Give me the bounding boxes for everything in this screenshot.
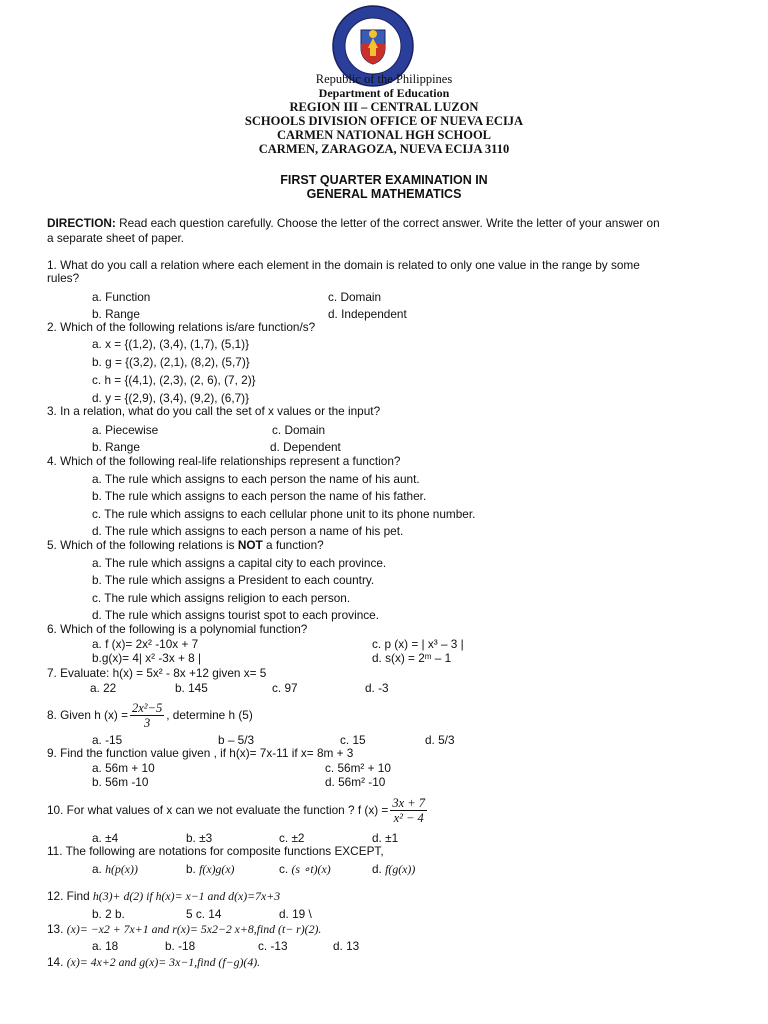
q12-option-bc: 5 c. 14: [186, 907, 222, 921]
q11-option-b: [186, 862, 235, 876]
exam-title-2: GENERAL MATHEMATICS: [306, 187, 462, 201]
q3-option-d: d. Dependent: [270, 440, 341, 454]
q4-option-d: d. The rule which assigns to each person a name of his pet.: [92, 524, 404, 538]
q7-option-a: a. 22: [90, 681, 117, 695]
q10-option-a: a. ±4: [92, 831, 119, 845]
q11-option-a-expr: h(p(x)): [105, 862, 138, 876]
q13-text: [47, 922, 321, 936]
q11-option-c: [279, 862, 331, 876]
q3-text: 3. In a relation, what do you call the set of x values or the input?: [47, 404, 381, 418]
q6-option-b: b.g(x)= 4| x² -3x + 8 |: [92, 651, 202, 665]
department-line: Department of Education: [318, 86, 450, 100]
q7-option-d: d. -3: [365, 681, 389, 695]
q10-denominator: x² − 4: [393, 810, 424, 825]
q1-text: 1. What do you call a relation where each element in the domain is related to only one value in the range by some: [47, 258, 640, 272]
q14-expression: (x)= 4x+2 and g(x)= 3x−1,find (f−g)(4).: [66, 955, 261, 969]
direction-line-1: [47, 216, 660, 230]
q1-option-b: b. Range: [92, 307, 140, 321]
q5-not-emphasis: NOT: [237, 538, 263, 552]
q13-expression: (x)= −x2 + 7x+1 and r(x)= 5x2−2 x+8,find (t− r)(2).: [66, 922, 322, 936]
q8-fraction: [130, 701, 164, 730]
q5-text: [47, 538, 324, 552]
q11-option-a: [92, 862, 138, 876]
q4-option-c: c. The rule which assigns to each cellular phone unit to its phone number.: [92, 507, 476, 521]
q4-text: 4. Which of the following real-life relationships represent a function?: [47, 454, 401, 468]
q11-option-d: [372, 862, 415, 876]
q13-option-a: a. 18: [92, 939, 119, 953]
q10-option-d: d. ±1: [372, 831, 399, 845]
q8-numerator: 2x²−5: [131, 700, 163, 715]
q1-option-a: a. Function: [92, 290, 151, 304]
q5-option-c: c. The rule which assigns religion to each person.: [92, 591, 351, 605]
region-line: REGION III – CENTRAL LUZON: [289, 100, 479, 114]
q2-option-d: d. y = {(2,9), (3,4), (9,2), (6,7)}: [92, 391, 250, 405]
q2-text: 2. Which of the following relations is/are function/s?: [47, 320, 316, 334]
q6-option-d: d. s(x) = 2ᵐ – 1: [372, 651, 452, 665]
q14-text-pre: 14.: [47, 955, 67, 969]
q3-option-c: c. Domain: [272, 423, 326, 437]
q8-option-a: a. -15: [92, 733, 123, 747]
q7-option-b: b. 145: [175, 681, 208, 695]
q14-text: [47, 955, 260, 969]
q13-text-pre: 13.: [47, 922, 67, 936]
q11-text: 11. The following are notations for composite functions EXCEPT,: [47, 844, 384, 858]
direction-label: DIRECTION:: [47, 216, 116, 230]
q4-option-b: b. The rule which assigns to each person the name of his father.: [92, 489, 427, 503]
q5-option-b: b. The rule which assigns a President to each country.: [92, 573, 375, 587]
q4-option-a: a. The rule which assigns to each person the name of his aunt.: [92, 472, 420, 486]
q11-option-d-expr: f(g(x)): [385, 862, 416, 876]
q5-option-d: d. The rule which assigns tourist spot to each province.: [92, 608, 379, 622]
q6-text: 6. Which of the following is a polynomial function?: [47, 622, 308, 636]
q12-text: [47, 889, 280, 903]
q5-text-pre: 5. Which of the following relations is: [47, 538, 238, 552]
q9-option-a: a. 56m + 10: [92, 761, 155, 775]
q11-option-a-label: a.: [92, 862, 106, 876]
q11-option-d-label: d.: [372, 862, 386, 876]
q5-option-a: a. The rule which assigns a capital city to each province.: [92, 556, 387, 570]
q13-option-b: b. -18: [165, 939, 196, 953]
q11-option-b-expr: f(x)g(x): [199, 862, 235, 876]
q10-fraction: [390, 796, 427, 825]
q7-option-c: c. 97: [272, 681, 298, 695]
exam-title-1: FIRST QUARTER EXAMINATION IN: [280, 173, 488, 187]
q10-text-pre: 10. For what values of x can we not evaluate the function ? f (x) =: [47, 803, 389, 817]
q7-text: 7. Evaluate: h(x) = 5x² - 8x +12 given x= 5: [47, 666, 267, 680]
school-line: CARMEN NATIONAL HGH SCHOOL: [276, 128, 492, 142]
q8-option-c: c. 15: [340, 733, 366, 747]
q2-option-b: b. g = {(3,2), (2,1), (8,2), (5,7)}: [92, 355, 250, 369]
q9-option-b: b. 56m -10: [92, 775, 149, 789]
q12-text-pre: 12. Find: [47, 889, 93, 903]
q12-option-d: d. 19 \: [279, 907, 312, 921]
q13-option-c: c. -13: [258, 939, 288, 953]
q13-option-d: d. 13: [333, 939, 360, 953]
q9-option-c: c. 56m² + 10: [325, 761, 391, 775]
division-line: SCHOOLS DIVISION OFFICE OF NUEVA ECIJA: [244, 114, 524, 128]
q8-denominator: 3: [143, 715, 151, 730]
direction-text: Read each question carefully. Choose the letter of the correct answer. Write the letter of your answer on: [115, 216, 660, 230]
q11-option-c-expr: (s ∘t)(x): [291, 862, 331, 876]
republic-line: Republic of the Philippines: [315, 72, 453, 86]
q8-text: [47, 697, 253, 733]
q10-text: [47, 792, 427, 828]
q1-text-cont: rules?: [47, 271, 80, 285]
q11-option-c-label: c.: [279, 862, 292, 876]
q2-option-a: a. x = {(1,2), (3,4), (1,7), (5,1)}: [92, 337, 250, 351]
q8-text-pre: 8. Given h (x) =: [47, 708, 128, 722]
q10-option-c: c. ±2: [279, 831, 305, 845]
q1-option-c: c. Domain: [328, 290, 382, 304]
q8-option-b: b – 5/3: [218, 733, 255, 747]
q3-option-a: a. Piecewise: [92, 423, 159, 437]
q2-option-c: c. h = {(4,1), (2,3), (2, 6), (7, 2)}: [92, 373, 256, 387]
q6-option-c: c. p (x) = | x³ – 3 |: [372, 637, 464, 651]
q11-option-b-label: b.: [186, 862, 200, 876]
q6-option-a: a. f (x)= 2x² -10x + 7: [92, 637, 199, 651]
q10-numerator: 3x + 7: [392, 795, 426, 810]
q9-text: 9. Find the function value given , if h(x)= 7x-11 if x= 8m + 3: [47, 746, 354, 760]
direction-line-2: a separate sheet of paper.: [47, 231, 185, 245]
q10-option-b: b. ±3: [186, 831, 213, 845]
q1-option-d: d. Independent: [328, 307, 407, 321]
q9-option-d: d. 56m² -10: [325, 775, 386, 789]
address-line: CARMEN, ZARAGOZA, NUEVA ECIJA 3110: [258, 142, 510, 156]
q3-option-b: b. Range: [92, 440, 140, 454]
q8-option-d: d. 5/3: [425, 733, 455, 747]
q5-text-post: a function?: [262, 538, 324, 552]
q12-expression: h(3)+ d(2) if h(x)= x−1 and d(x)=7x+3: [92, 889, 281, 903]
q8-text-post: , determine h (5): [166, 708, 253, 722]
q12-option-ab: b. 2 b.: [92, 907, 125, 921]
